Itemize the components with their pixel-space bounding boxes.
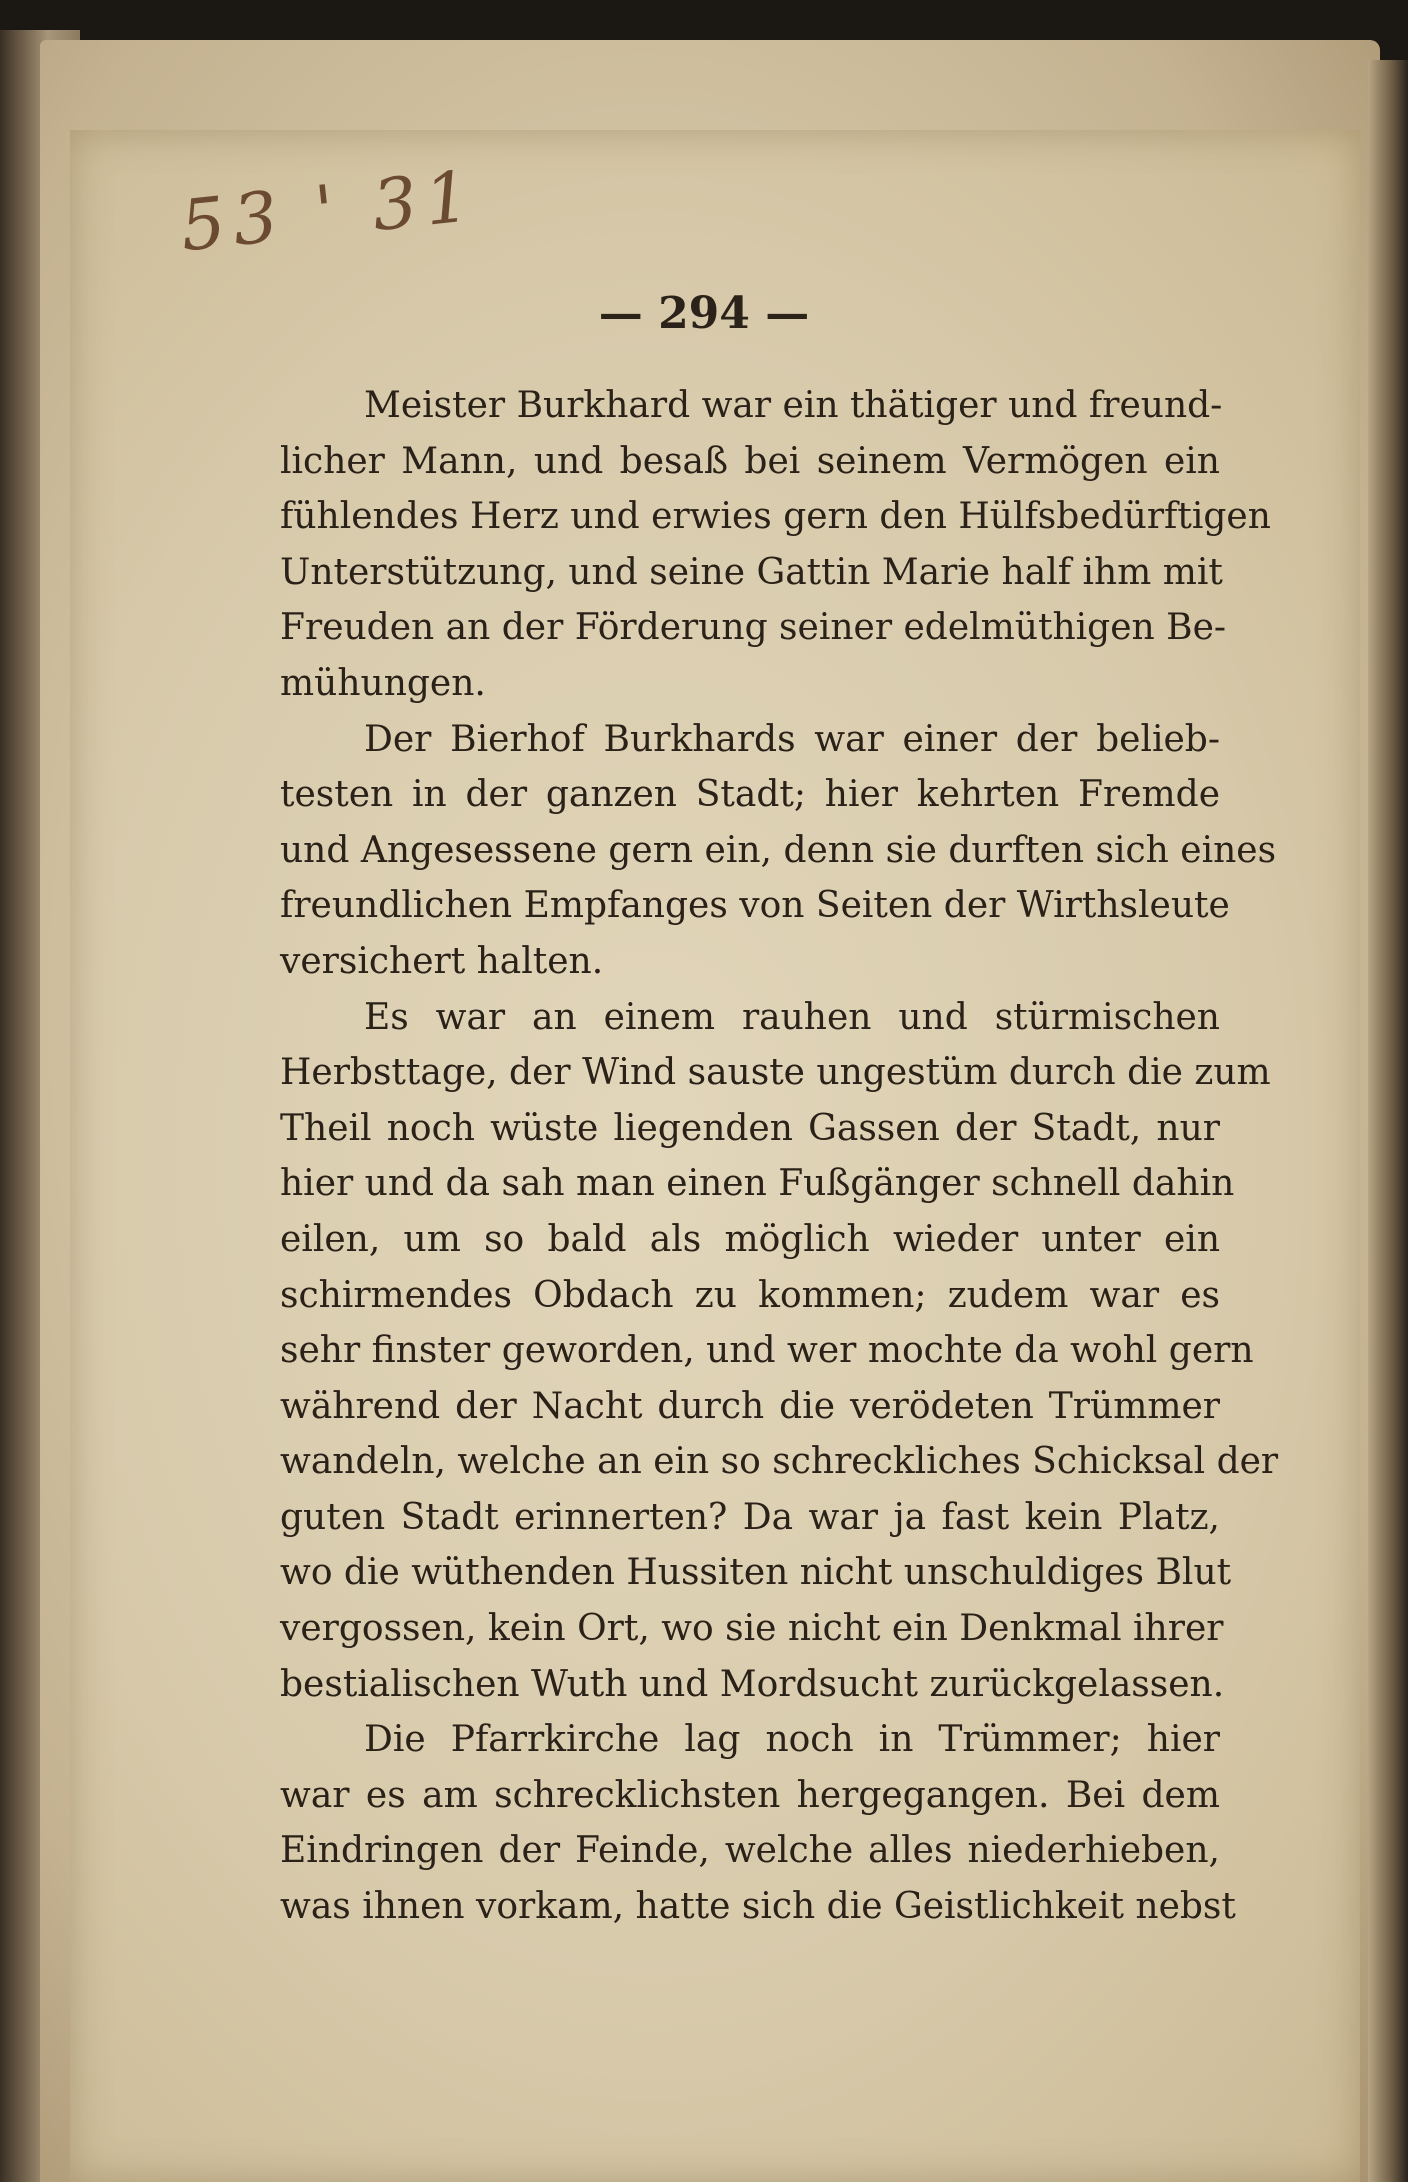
text-line: mühungen. — [280, 662, 486, 704]
text-line: wo die wüthenden Hussiten nicht unschuldiges Blut — [280, 1552, 1232, 1594]
text-line: sehr finster geworden, und wer mochte da wohl gern — [280, 1330, 1254, 1372]
text-line: Unterstützung, und seine Gattin Marie half ihm mit — [280, 551, 1223, 593]
text-line: Die Pfarrkirche lag noch in Trümmer; hier — [364, 1719, 1220, 1761]
text-line: versichert halten. — [280, 940, 604, 982]
text-line: freundlichen Empfanges von Seiten der Wirthsleute — [280, 885, 1230, 927]
text-line: schirmendes Obdach zu kommen; zudem war es — [280, 1274, 1220, 1316]
handwritten-note: 53 ' 31 — [176, 154, 482, 268]
text-line: bestialischen Wuth und Mordsucht zurückgelassen. — [280, 1663, 1225, 1705]
text-line: war es am schrecklichsten hergegangen. Bei dem — [280, 1774, 1220, 1816]
text-line: testen in der ganzen Stadt; hier kehrten Fremde — [280, 774, 1220, 816]
text-line: Meister Burkhard war ein thätiger und freund- — [364, 385, 1223, 426]
text-line: licher Mann, und besaß bei seinem Vermögen ein — [280, 440, 1220, 482]
text-line: fühlendes Herz und erwies gern den Hülfsbedürftigen — [280, 496, 1271, 538]
page-number: — 294 — — [598, 288, 810, 339]
text-line: vergossen, kein Ort, wo sie nicht ein Denkmal ihrer — [280, 1608, 1224, 1650]
text-line: guten Stadt erinnerten? Da war ja fast kein Platz, — [280, 1496, 1220, 1538]
text-line: eilen, um so bald als möglich wieder unter ein — [280, 1218, 1220, 1260]
text-line: wandeln, welche an ein so schreckliches Schicksal der — [280, 1441, 1279, 1483]
text-line: was ihnen vorkam, hatte sich die Geistlichkeit nebst — [280, 1886, 1236, 1928]
text-line: Es war an einem rauhen und stürmischen — [364, 996, 1220, 1038]
page-right-edge — [1368, 60, 1408, 2182]
text-line: Theil noch wüste liegenden Gassen der Stadt, nur — [280, 1107, 1220, 1149]
text-line: Freuden an der Förderung seiner edelmüthigen Be- — [280, 607, 1227, 649]
text-line: Eindringen der Feinde, welche alles niederhieben, — [280, 1830, 1220, 1872]
text-line: und Angesessene gern ein, denn sie durften sich eines — [280, 829, 1277, 871]
text-line: Der Bierhof Burkhards war einer der belieb- — [364, 718, 1220, 760]
text-line: hier und da sah man einen Fußgänger schnell dahin — [280, 1163, 1235, 1205]
text-line: während der Nacht durch die verödeten Trümmer — [280, 1385, 1220, 1427]
text-line: Herbsttage, der Wind sauste ungestüm durch die zum — [280, 1052, 1271, 1094]
body-text — [280, 378, 1279, 1935]
